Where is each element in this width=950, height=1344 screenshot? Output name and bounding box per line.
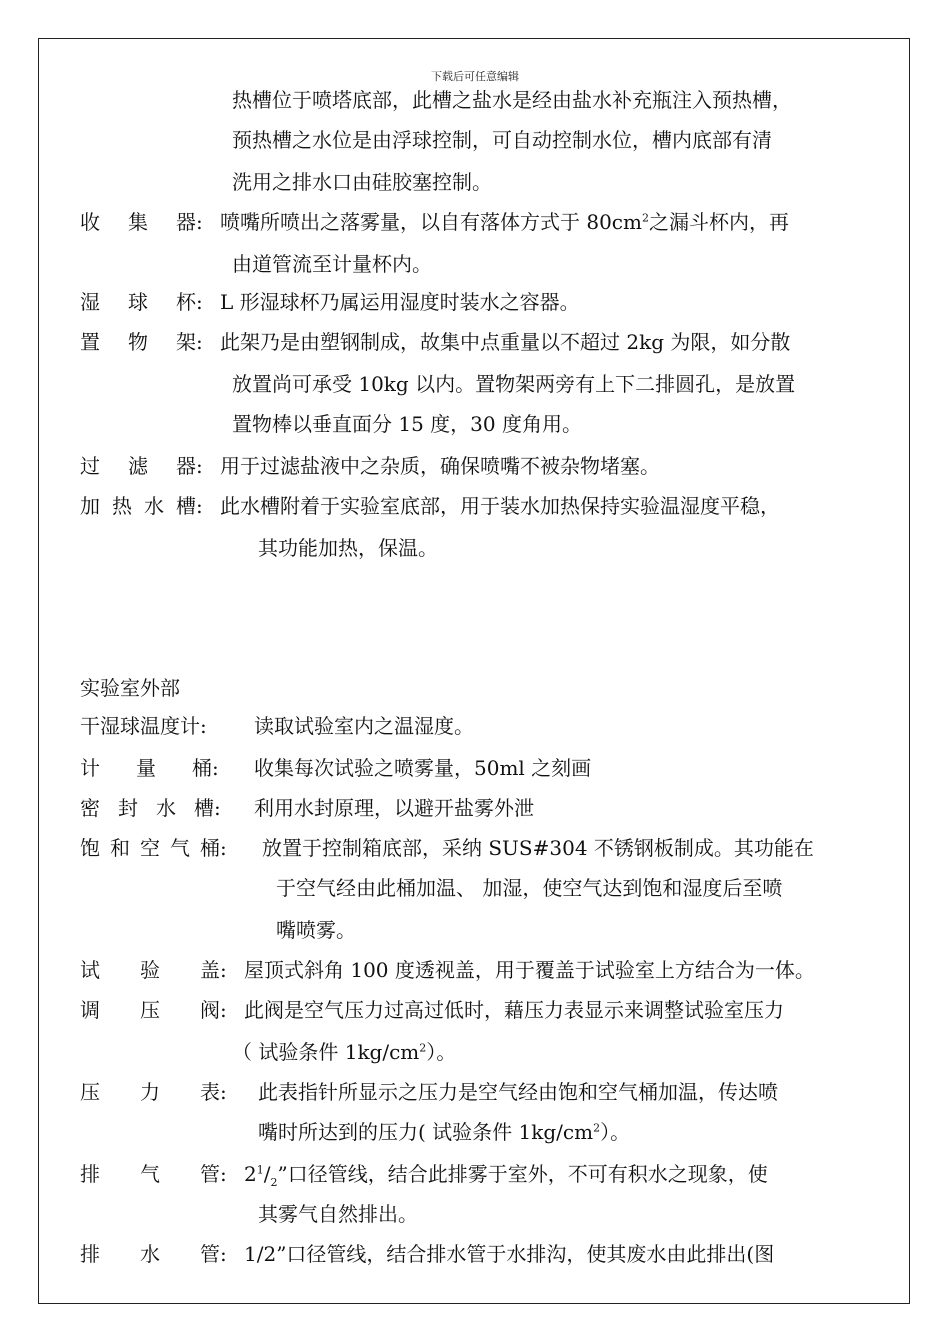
definition-text: 喷嘴所喷出之落雾量，以自有落体方式于 $80cm^2$之漏斗杯内，再: [220, 210, 789, 234]
definition-text: 由道管流至计量杯内。: [232, 252, 432, 276]
term-label-char: 湿: [80, 290, 100, 314]
term-label-char: 排: [80, 1242, 100, 1266]
definition-text: $2^1/_2$”口径管线，结合此排雾于室外，不可有积水之现象，使: [244, 1162, 768, 1189]
term-label-char: 加: [80, 494, 100, 518]
term-label-char: 阀:: [200, 998, 227, 1022]
definition-text: 于空气经由此桶加温、 加湿，使空气达到饱和湿度后至喷: [276, 876, 783, 900]
definition-text: 嘴喷雾。: [276, 918, 356, 942]
term-label-char: 力: [140, 1080, 160, 1104]
definition-text: 1/2”口径管线，结合排水管于水排沟，使其废水由此排出(图: [244, 1242, 775, 1266]
definition-text: 放置于控制箱底部，采纳 SUS#304 不锈钢板制成。其功能在: [262, 836, 814, 860]
definition-text: 此表指针所显示之压力是空气经由饱和空气桶加温，传达喷: [258, 1080, 778, 1104]
term-label-char: 置: [80, 330, 100, 354]
definition-text: 此阀是空气压力过高过低时，藉压力表显示来调整试验室压力: [244, 998, 784, 1022]
definition-text: 读取试验室内之温湿度。: [254, 714, 474, 738]
term-label-char: 滤: [128, 454, 148, 478]
term-label-char: 集: [128, 210, 148, 234]
term-label-char: 和: [110, 836, 130, 860]
term-label-char: 饱: [80, 836, 100, 860]
definition-text: 其功能加热，保温。: [258, 536, 438, 560]
term-label-char: 架:: [176, 330, 203, 354]
text-line: 预热槽之水位是由浮球控制，可自动控制水位，槽内底部有清: [232, 128, 772, 152]
definition-text: （ 试验条件 $1kg/cm^2$）。: [232, 1040, 457, 1064]
term-label-char: 水: [156, 796, 176, 820]
definition-text: 此水槽附着于实验室底部，用于装水加热保持实验温湿度平稳，: [220, 494, 780, 518]
term-label-char: 验: [140, 958, 160, 982]
term-label-char: 水: [140, 1242, 160, 1266]
definition-text: 屋顶式斜角 100 度透视盖，用于覆盖于试验室上方结合为一体。: [244, 958, 815, 982]
term-label-char: 管:: [200, 1162, 227, 1186]
term-label-char: 球: [128, 290, 148, 314]
definition-text: 用于过滤盐液中之杂质，确保喷嘴不被杂物堵塞。: [220, 454, 660, 478]
term-label-char: 桶:: [200, 836, 227, 860]
definition-text: L 形湿球杯乃属运用湿度时装水之容器。: [220, 290, 580, 314]
term-label-char: 压: [80, 1080, 100, 1104]
term-label-char: 空: [140, 836, 160, 860]
term-label-char: 量: [136, 756, 156, 780]
term-label-char: 器:: [176, 454, 203, 478]
text-line: 洗用之排水口由硅胶塞控制。: [232, 170, 492, 194]
term-label-char: 管:: [200, 1242, 227, 1266]
term-label-char: 盖:: [200, 958, 227, 982]
term-label-char: 收: [80, 210, 100, 234]
term-label-char: 试: [80, 958, 100, 982]
term-label-char: 气: [170, 836, 190, 860]
term-label-char: 器:: [176, 210, 203, 234]
term-label-char: 物: [128, 330, 148, 354]
definition-text: 利用水封原理，以避开盐雾外泄: [254, 796, 534, 820]
term-label-char: 过: [80, 454, 100, 478]
term-label-char: 封: [118, 796, 138, 820]
definition-text: 嘴时所达到的压力( 试验条件 $1kg/cm^2$）。: [258, 1120, 631, 1144]
term-label-char: 槽:: [194, 796, 221, 820]
term-label-char: 计: [80, 756, 100, 780]
definition-text: 此架乃是由塑钢制成，故集中点重量以不超过 2kg 为限，如分散: [220, 330, 791, 354]
term-label-char: 表:: [200, 1080, 227, 1104]
term-label-char: 水: [144, 494, 164, 518]
term-label: 干湿球温度计:: [80, 714, 207, 738]
term-label-char: 槽:: [176, 494, 203, 518]
term-label-char: 杯:: [176, 290, 203, 314]
term-label-char: 排: [80, 1162, 100, 1186]
definition-text: 收集每次试验之喷雾量，50ml 之刻画: [254, 756, 592, 780]
term-label-char: 桶:: [192, 756, 219, 780]
definition-text: 其雾气自然排出。: [258, 1202, 418, 1226]
definition-text: 放置尚可承受 10kg 以内。置物架两旁有上下二排圆孔，是放置: [232, 372, 796, 396]
text-line: 热槽位于喷塔底部，此槽之盐水是经由盐水补充瓶注入预热槽，: [232, 88, 792, 112]
definition-text: 置物棒以垂直面分 15 度，30 度角用。: [232, 412, 582, 436]
term-label-char: 密: [80, 796, 100, 820]
term-label-char: 调: [80, 998, 100, 1022]
term-label-char: 压: [140, 998, 160, 1022]
term-label-char: 气: [140, 1162, 160, 1186]
section-heading: 实验室外部: [80, 676, 180, 700]
term-label-char: 热: [112, 494, 132, 518]
page-header: 下载后可任意编辑: [431, 70, 519, 83]
